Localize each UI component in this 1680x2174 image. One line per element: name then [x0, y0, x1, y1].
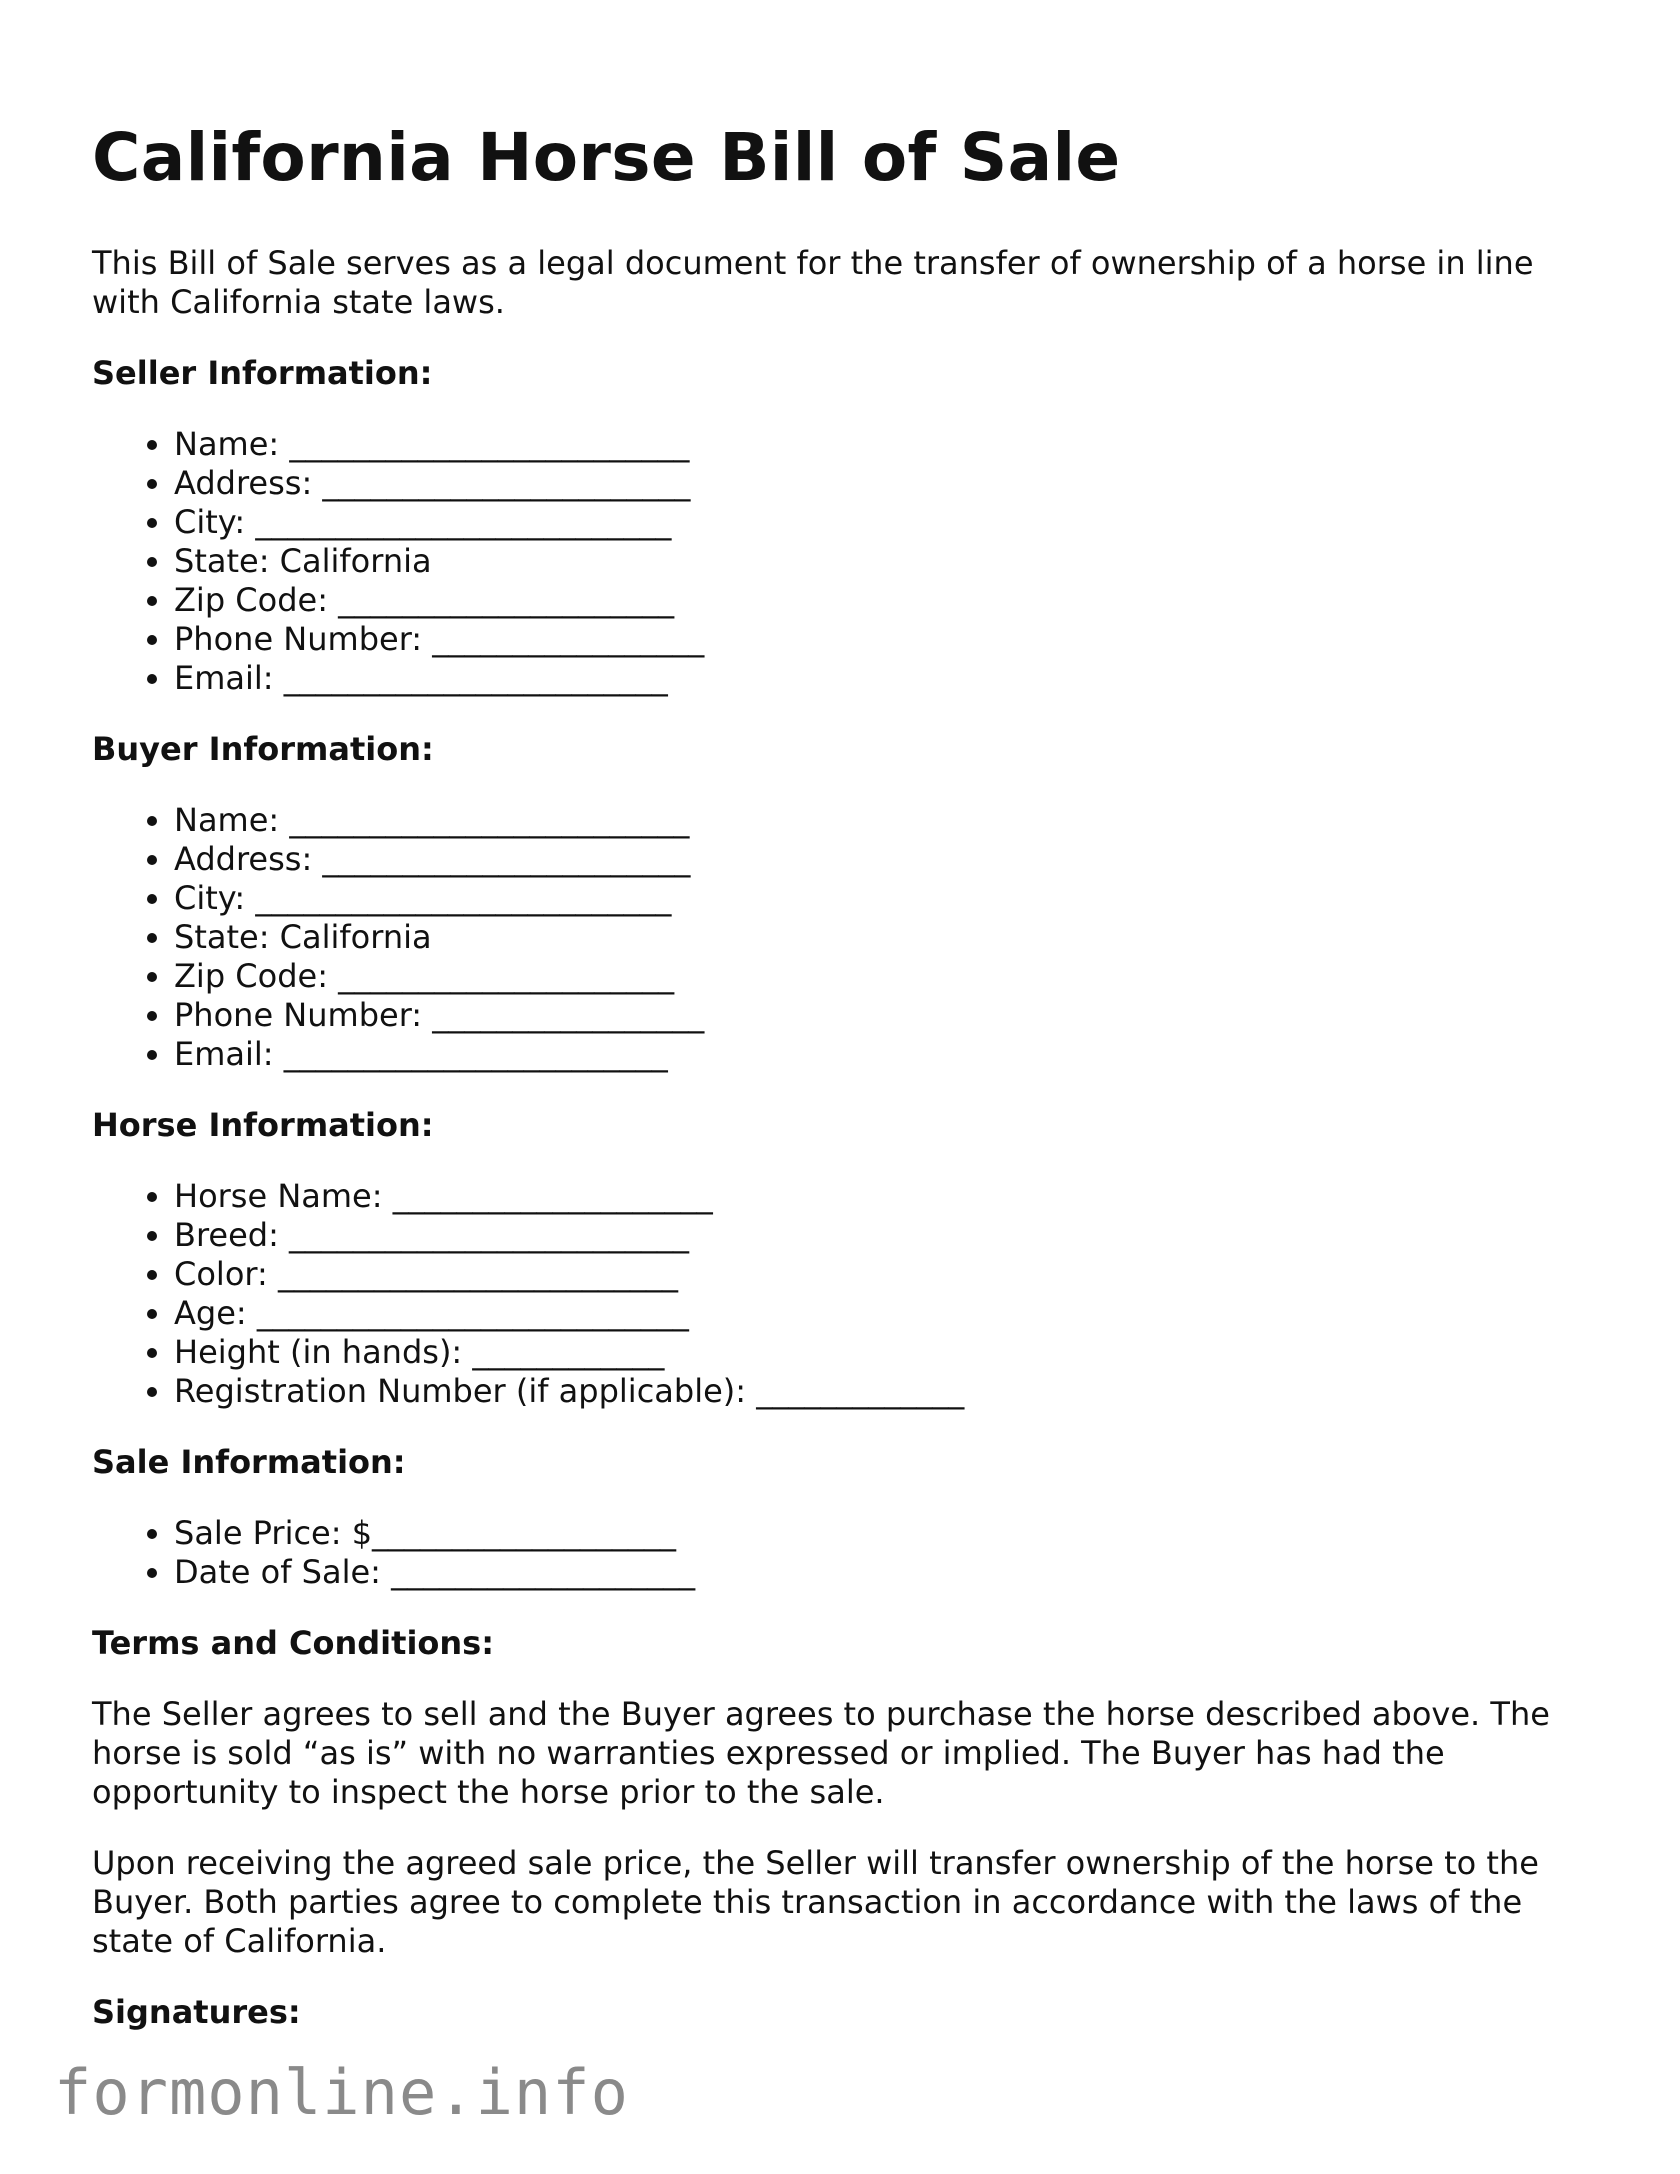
signatures-heading: Signatures:: [92, 1993, 301, 2031]
seller-heading: Seller Information:: [92, 354, 433, 392]
document-page: [92, 118, 1592, 2064]
buyer-zip-field: • Zip Code: _____________________: [174, 957, 1592, 996]
watermark: formonline.info: [54, 2056, 629, 2129]
seller-list: [92, 425, 1592, 698]
seller-phone-field: • Phone Number: _________________: [174, 620, 1592, 659]
seller-email-field: • Email: ________________________: [174, 659, 1592, 698]
buyer-heading: Buyer Information:: [92, 730, 434, 768]
buyer-phone-field: • Phone Number: _________________: [174, 996, 1592, 1035]
sale-price-field: • Sale Price: $___________________: [174, 1514, 1592, 1553]
buyer-city-field: • City: __________________________: [174, 879, 1592, 918]
seller-zip-field: • Zip Code: _____________________: [174, 581, 1592, 620]
horse-color-field: • Color: _________________________: [174, 1255, 1592, 1294]
seller-name-field: • Name: _________________________: [174, 425, 1592, 464]
seller-address-field: • Address: _______________________: [174, 464, 1592, 503]
horse-registration-field: • Registration Number (if applicable): _____________: [174, 1372, 1592, 1411]
page-title: California Horse Bill of Sale: [92, 119, 1121, 196]
seller-state-field: • State: California: [174, 542, 1592, 581]
buyer-state-field: • State: California: [174, 918, 1592, 957]
terms-paragraph-2: Upon receiving the agreed sale price, the Seller will transfer ownership of the horse to the Buyer. Both parties agree to complete this transaction in accordance with the laws of the state of California.: [92, 1844, 1539, 1960]
terms-paragraph-1: The Seller agrees to sell and the Buyer agrees to purchase the horse described above. The horse is sold “as is” with no warranties expressed or implied. The Buyer has had the opportunity to inspect the horse prior to the sale.: [92, 1695, 1550, 1811]
horse-list: [92, 1177, 1592, 1411]
horse-breed-field: • Breed: _________________________: [174, 1216, 1592, 1255]
horse-height-field: • Height (in hands): ____________: [174, 1333, 1592, 1372]
sale-date-field: • Date of Sale: ___________________: [174, 1553, 1592, 1592]
buyer-list: [92, 801, 1592, 1074]
horse-name-field: • Horse Name: ____________________: [174, 1177, 1592, 1216]
buyer-address-field: • Address: _______________________: [174, 840, 1592, 879]
horse-heading: Horse Information:: [92, 1106, 434, 1144]
sale-list: [92, 1514, 1592, 1592]
horse-age-field: • Age: ___________________________: [174, 1294, 1592, 1333]
seller-city-field: • City: __________________________: [174, 503, 1592, 542]
intro-paragraph: This Bill of Sale serves as a legal document for the transfer of ownership of a horse in line with California state laws.: [92, 244, 1534, 321]
buyer-email-field: • Email: ________________________: [174, 1035, 1592, 1074]
sale-heading: Sale Information:: [92, 1443, 406, 1481]
terms-heading: Terms and Conditions:: [92, 1624, 495, 1662]
buyer-name-field: • Name: _________________________: [174, 801, 1592, 840]
